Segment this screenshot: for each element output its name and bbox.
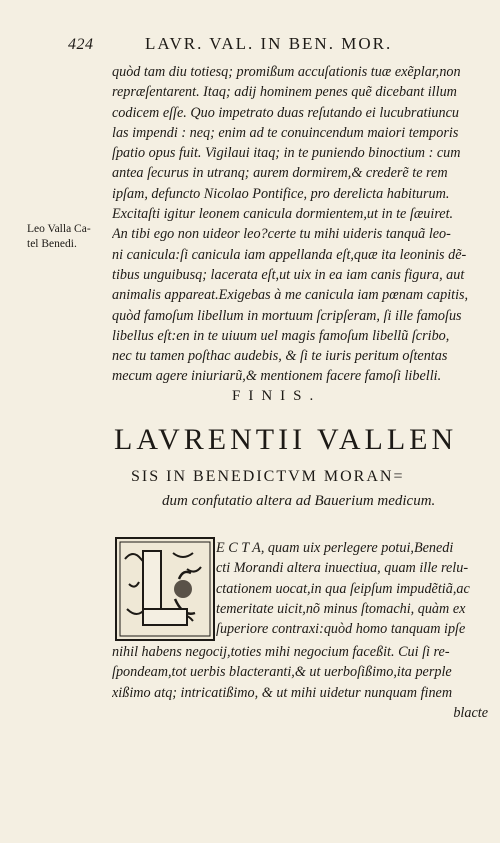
text-line: E C T A, quam uix perlegere potui,Benedi (216, 540, 454, 556)
section-subtitle-italic: dum confutatio altera ad Bauerium medicum. (162, 493, 436, 509)
text-line: cti Morandi altera inuectiua, quam ille relu- (216, 560, 469, 577)
continuation-text-block (112, 642, 488, 723)
margin-note-line: Leo Valla Ca- (27, 223, 91, 235)
text-line: nihil habens negocij,toties mihi negocium faceßit. Cui ſi re- (112, 644, 450, 660)
margin-note (27, 222, 111, 252)
decorated-initial-icon-art (117, 539, 213, 639)
catchword: blacte (453, 704, 488, 721)
text-line: quòd famoſum libellum in mortuum ſcripſeram, ſi ille famoſus (112, 307, 462, 324)
text-line: ipſam, defuncto Nicolao Pontifice, pro derelicta habiturum. (112, 185, 450, 202)
text-line: tibus unguibusq; lacerata eſt,ut uix in ea iam canis figura, aut (112, 266, 465, 283)
section-title: LAVRENTII VALLEN (114, 423, 458, 456)
text-line: las impendi : neq; enim ad te conuincendum maiori temporis (112, 124, 459, 141)
text-line: libellus eſt:en in te uiuum uel magis famoſum libellũ ſcribo, (112, 327, 450, 344)
text-line: quòd tam diu totiesq; promißum accuſationis tuæ exẽplar,non (112, 64, 461, 80)
decorated-initial-icon (115, 537, 215, 641)
text-line: ni canicula:ſi canicula iam appellanda eſt,quæ ita leoninis dẽ- (112, 246, 467, 263)
text-line: mecum agere iniuriarũ,& mentionem facere famoſi libelli. (112, 368, 442, 385)
main-text-block (112, 62, 484, 387)
page-number: 424 (68, 36, 94, 53)
text-line: An tibi ego non uideor leo?certe tu mihi uideris tanquã leo- (112, 226, 451, 243)
text-line: ſuperiore contraxi:quòd homo tanquam ipſe (216, 621, 466, 638)
opening-text-block (216, 538, 488, 639)
text-line: xißimo atq; intricatißimo, & ut mihi uidetur nunquam finem (112, 684, 453, 701)
running-title: LAVR. VAL. IN BEN. MOR. (145, 34, 393, 53)
section-subtitle: SIS IN BENEDICTVM MORAN= (131, 468, 405, 485)
text-line: ſpatio opus fuit. Vigilaui itaq; in te puniendo binoctium : cum (112, 145, 461, 162)
text-line: ctationem uocat,in qua ſeipſum impudẽtiã,ac (216, 580, 470, 597)
text-line: codicem eſſe. Quo impetrato duas reſutando ei lucubratiuncu (112, 104, 460, 121)
finis-mark: FINIS. (232, 388, 322, 404)
text-line: antea ſecurus in utranq; aurem dormirem,& crederẽ te rem (112, 165, 448, 182)
margin-note-line: tel Benedi. (27, 238, 77, 250)
text-line: animalis appareat.Exigebas à me canicula iam pœnam capitis, (112, 287, 469, 304)
text-line: repræſentarent. Itaq; adij hominem penes quẽ dicebant illum (112, 84, 457, 101)
text-line: nec tu tamen poſthac audebis, & ſi te iuris peritum oſtentas (112, 348, 448, 365)
text-line: temeritate uicit,nõ minus ſtomachi, quàm ex (216, 600, 466, 617)
text-line: Excitaſti igitur leonem canicula dormientem,ut in te ſæuiret. (112, 206, 454, 223)
text-line: ſpondeam,tot uerbis blacteranti,& ut uerboſißimo,ita perple (112, 664, 452, 681)
